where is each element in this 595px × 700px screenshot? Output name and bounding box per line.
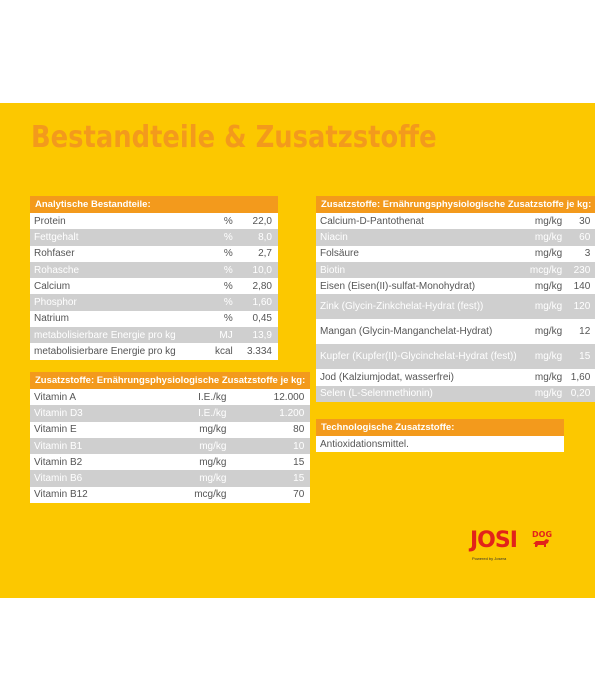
row-unit: mg/kg: [525, 344, 566, 369]
row-unit: mg/kg: [151, 438, 230, 454]
row-unit: %: [206, 294, 236, 310]
row-unit: %: [206, 246, 236, 262]
row-value: 15: [230, 470, 310, 486]
table-row: [30, 262, 278, 278]
row-unit: kcal: [206, 343, 236, 359]
table-row: [30, 487, 310, 503]
row-label: Calcium: [30, 278, 206, 294]
row-unit: mg/kg: [525, 213, 566, 229]
row-unit: MJ: [206, 327, 236, 343]
row-label: metabolisierbare Energie pro kg: [30, 343, 206, 359]
logo-sub-text: DOG: [532, 530, 553, 539]
analytic-constituents-table: [30, 196, 278, 360]
row-value: 8,0: [237, 229, 278, 245]
row-label: Calcium-D-Pantothenat: [316, 213, 525, 229]
table-row: [316, 278, 595, 294]
row-unit: mg/kg: [151, 422, 230, 438]
row-value: 230: [566, 262, 595, 278]
table-row: [30, 213, 278, 229]
row-label: Vitamin B6: [30, 470, 151, 486]
row-label: Folsäure: [316, 246, 525, 262]
row-label: Vitamin B2: [30, 454, 151, 470]
vitamins-table: [30, 372, 310, 503]
row-unit: %: [206, 229, 236, 245]
table-row: [316, 246, 595, 262]
table-row: [30, 246, 278, 262]
row-label: Rohasche: [30, 262, 206, 278]
row-value: 0,20: [566, 386, 595, 402]
logo-brand-text: JOSI: [470, 528, 517, 553]
row-label: Antioxidationsmittel.: [316, 436, 564, 452]
row-value: 10,0: [237, 262, 278, 278]
row-value: 15: [566, 344, 595, 369]
row-value: 70: [230, 487, 310, 503]
row-value: 1,60: [237, 294, 278, 310]
row-unit: mg/kg: [525, 278, 566, 294]
row-label: Natrium: [30, 311, 206, 327]
row-label: Eisen (Eisen(II)-sulfat-Monohydrat): [316, 278, 525, 294]
table-row: [30, 311, 278, 327]
row-unit: mg/kg: [525, 369, 566, 385]
row-value: 12: [566, 319, 595, 344]
row-label: Biotin: [316, 262, 525, 278]
table-row: [316, 229, 595, 245]
row-label: Vitamin D3: [30, 405, 151, 421]
table-row: [316, 262, 595, 278]
technological-additives-table: [316, 419, 564, 452]
table-header: Zusatzstoffe: Ernährungsphysiologische Zusatzstoffe je kg:: [316, 196, 595, 213]
row-label: Vitamin B12: [30, 487, 151, 503]
table-row: [30, 229, 278, 245]
row-value: 60: [566, 229, 595, 245]
row-value: 0,45: [237, 311, 278, 327]
table-header: Analytische Bestandteile:: [30, 196, 278, 213]
row-label: Vitamin B1: [30, 438, 151, 454]
row-value: 22,0: [237, 213, 278, 229]
row-label: Fettgehalt: [30, 229, 206, 245]
row-unit: %: [206, 213, 236, 229]
table-row: [30, 343, 278, 359]
page-title: Bestandteile & Zusatzstoffe: [31, 120, 437, 155]
table-row: [30, 470, 310, 486]
table-row: [30, 454, 310, 470]
row-unit: I.E./kg: [151, 389, 230, 405]
table-row: [316, 344, 595, 369]
table-row: [30, 405, 310, 421]
table-row: [30, 294, 278, 310]
row-unit: mg/kg: [525, 294, 566, 319]
row-unit: mcg/kg: [151, 487, 230, 503]
row-value: 140: [566, 278, 595, 294]
table-row: [316, 436, 564, 452]
table-row: [316, 319, 595, 344]
table-row: [316, 213, 595, 229]
row-label: Selen (L-Selenmethionin): [316, 386, 525, 402]
row-unit: mg/kg: [525, 386, 566, 402]
row-unit: I.E./kg: [151, 405, 230, 421]
table-row: [316, 294, 595, 319]
row-unit: %: [206, 278, 236, 294]
josidog-logo: [470, 528, 553, 561]
row-label: Vitamin E: [30, 422, 151, 438]
row-value: 3: [566, 246, 595, 262]
row-unit: mcg/kg: [525, 262, 566, 278]
row-value: 3.334: [237, 343, 278, 359]
table-header: Zusatzstoffe: Ernährungsphysiologische Zusatzstoffe je kg:: [30, 372, 310, 389]
row-unit: mg/kg: [525, 229, 566, 245]
row-value: 15: [230, 454, 310, 470]
table-row: [30, 438, 310, 454]
table-row: [316, 369, 595, 385]
table-row: [30, 327, 278, 343]
row-label: Phosphor: [30, 294, 206, 310]
row-value: 13,9: [237, 327, 278, 343]
row-label: Mangan (Glycin-Manganchelat-Hydrat): [316, 319, 525, 344]
nutritional-additives-table: [316, 196, 595, 402]
row-label: Jod (Kalziumjodat, wasserfrei): [316, 369, 525, 385]
row-label: Kupfer (Kupfer(II)-Glycinchelat-Hydrat (fest)): [316, 344, 525, 369]
row-unit: mg/kg: [151, 454, 230, 470]
row-unit: mg/kg: [525, 319, 566, 344]
row-value: 30: [566, 213, 595, 229]
row-unit: mg/kg: [151, 470, 230, 486]
table-row: [30, 422, 310, 438]
row-value: 12.000: [230, 389, 310, 405]
row-value: 10: [230, 438, 310, 454]
row-value: 2,7: [237, 246, 278, 262]
logo-byline: Powered by Josera: [472, 556, 507, 561]
row-label: metabolisierbare Energie pro kg: [30, 327, 206, 343]
row-unit: %: [206, 311, 236, 327]
row-label: Zink (Glycin-Zinkchelat-Hydrat (fest)): [316, 294, 525, 319]
row-value: 80: [230, 422, 310, 438]
row-label: Rohfaser: [30, 246, 206, 262]
dog-icon: [532, 538, 550, 548]
table-header: Technologische Zusatzstoffe:: [316, 419, 564, 436]
row-value: 1.200: [230, 405, 310, 421]
table-row: [30, 389, 310, 405]
row-unit: mg/kg: [525, 246, 566, 262]
row-unit: %: [206, 262, 236, 278]
table-row: [30, 278, 278, 294]
row-label: Niacin: [316, 229, 525, 245]
table-row: [316, 386, 595, 402]
row-value: 1,60: [566, 369, 595, 385]
row-value: 2,80: [237, 278, 278, 294]
row-value: 120: [566, 294, 595, 319]
row-label: Vitamin A: [30, 389, 151, 405]
row-label: Protein: [30, 213, 206, 229]
